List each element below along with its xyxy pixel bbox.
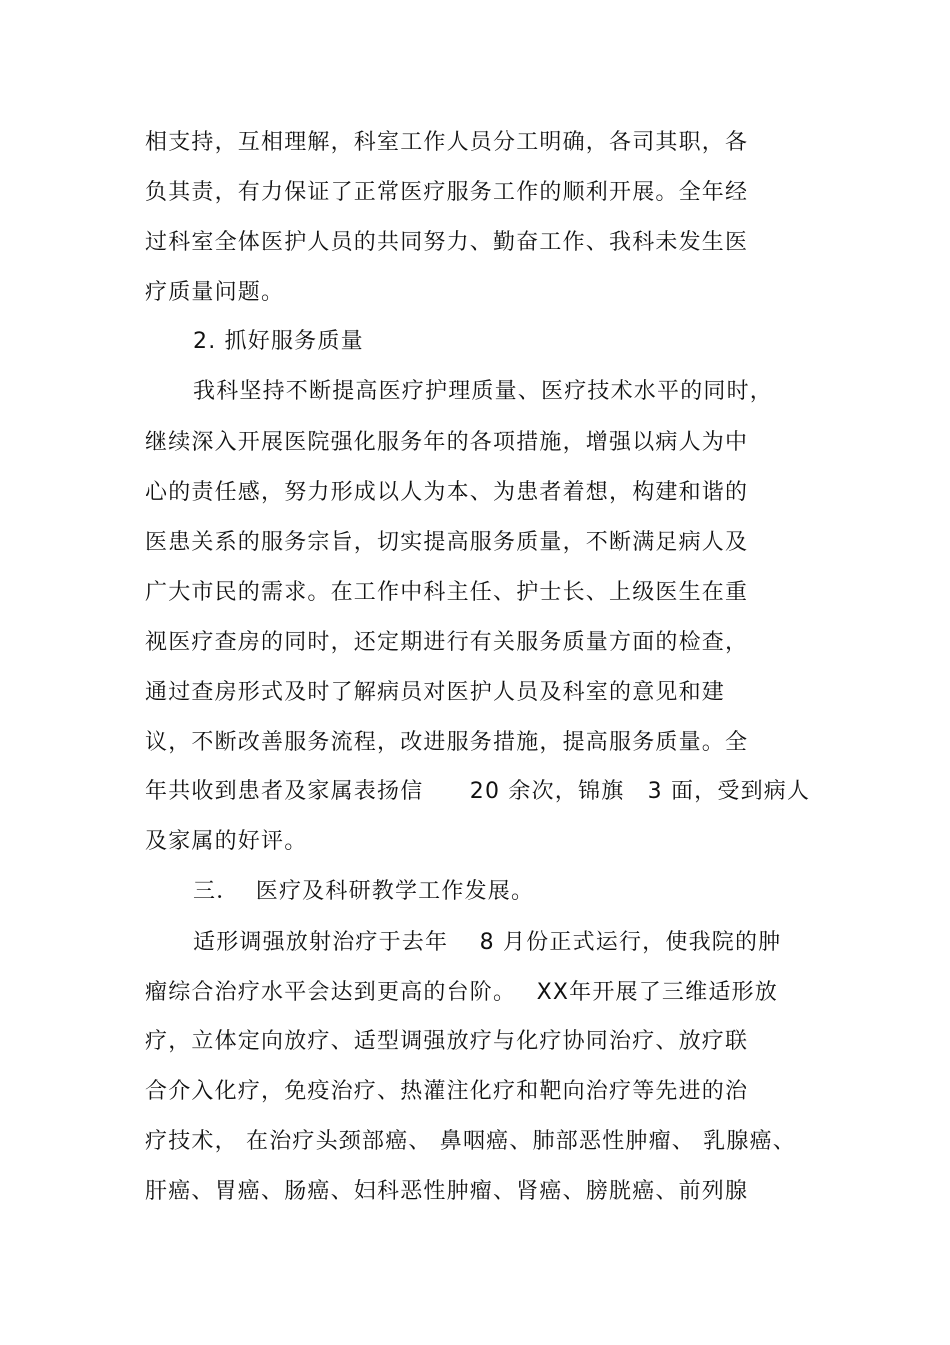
text-line: 心的责任感，努力形成以人为本、为患者着想，构建和谐的: [145, 480, 749, 505]
text-line: 负其责，有力保证了正常医疗服务工作的顺利开展。全年经: [145, 180, 749, 205]
text-line: 医患关系的服务宗旨，切实提高服务质量，不断满足病人及: [145, 530, 749, 555]
text-line: 过科室全体医护人员的共同努力、勤奋工作、我科未发生医: [145, 230, 749, 255]
text-line: 继续深入开展医院强化服务年的各项措施，增强以病人为中: [145, 430, 749, 455]
text-line: 疗质量问题。: [145, 280, 285, 305]
section-heading: 三． 医疗及科研教学工作发展。: [193, 879, 535, 904]
text-line: 疗，立体定向放疗、适型调强放疗与化疗协同治疗、放疗联: [145, 1029, 749, 1054]
text-line: 肝癌、胃癌、肠癌、妇科恶性肿瘤、肾癌、膀胱癌、前列腺: [145, 1179, 749, 1204]
text-line: 疗技术， 在治疗头颈部癌、 鼻咽癌、肺部恶性肿瘤、 乳腺癌、: [145, 1129, 796, 1154]
paragraph-first-line: 适形调强放射治疗于去年 8 月份正式运行，使我院的肿: [193, 930, 782, 955]
text-line: 年共收到患者及家属表扬信 20 余次，锦旗 3 面，受到病人: [145, 779, 811, 804]
text-line: 视医疗查房的同时，还定期进行有关服务质量方面的检查，: [145, 630, 749, 655]
text-line: 及家属的好评。: [145, 829, 308, 854]
text-line: 议，不断改善服务流程，改进服务措施，提高服务质量。全: [145, 730, 749, 755]
text-line: 相支持，互相理解，科室工作人员分工明确，各司其职，各: [145, 130, 749, 155]
section-heading: 2. 抓好服务质量: [193, 329, 364, 354]
paragraph-first-line: 我科坚持不断提高医疗护理质量、医疗技术水平的同时，: [193, 379, 774, 404]
text-line: 瘤综合治疗水平会达到更高的台阶。 XX年开展了三维适形放: [145, 980, 778, 1005]
text-line: 广大市民的需求。在工作中科主任、护士长、上级医生在重: [145, 580, 749, 605]
text-line: 合介入化疗，免疫治疗、热灌注化疗和靶向治疗等先进的治: [145, 1079, 749, 1104]
text-line: 通过查房形式及时了解病员对医护人员及科室的意见和建: [145, 680, 726, 705]
